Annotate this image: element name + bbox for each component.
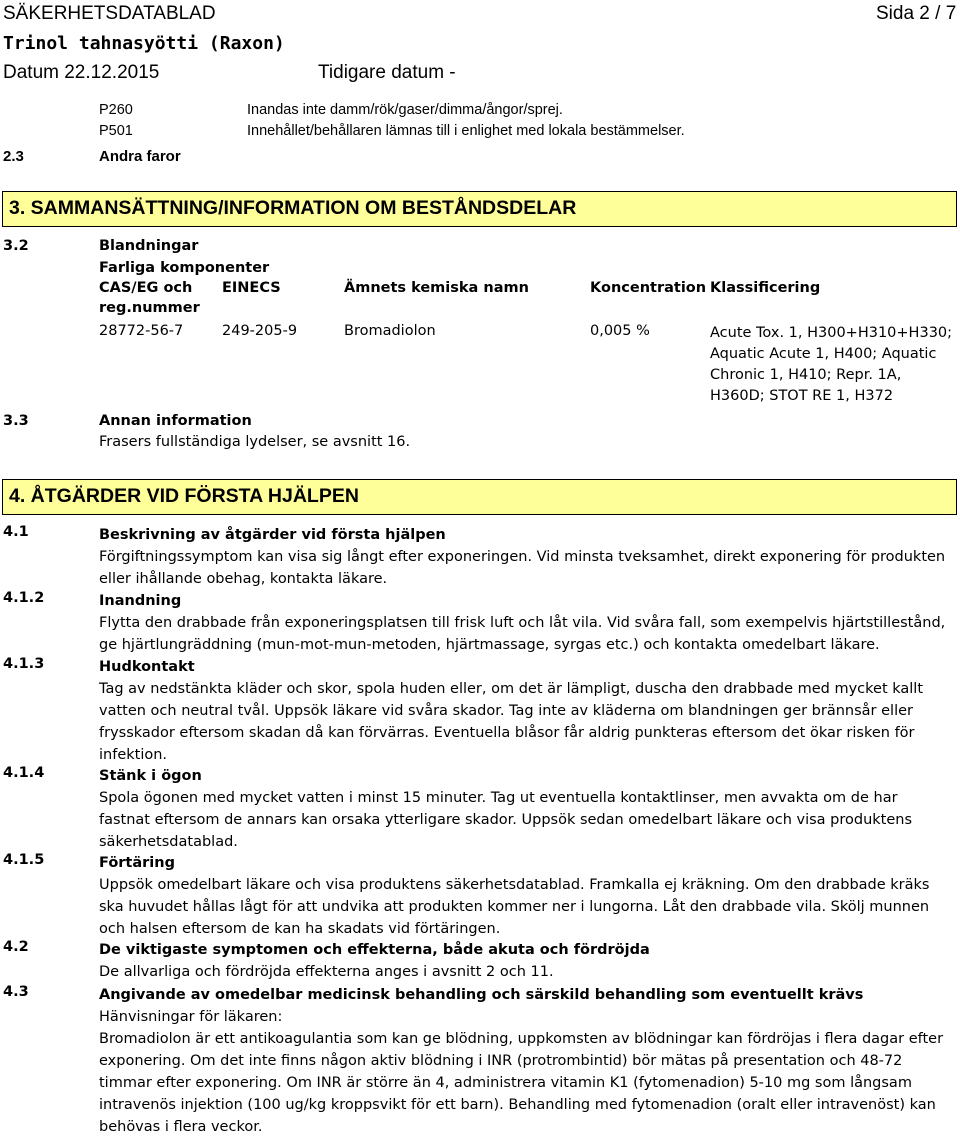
section-title: Hudkontakt (99, 659, 195, 675)
section-4-1-3 (99, 656, 959, 766)
section-title: Blandningar (99, 238, 199, 254)
section-number: 4.1.4 (3, 765, 45, 781)
column-header-cas-2: reg.nummer (99, 300, 200, 316)
section-number: 4.3 (3, 984, 29, 1000)
classification-line: Aquatic Acute 1, H400; Aquatic (710, 346, 937, 362)
precaution-code: P501 (99, 123, 133, 139)
column-header-name: Ämnets kemiska namn (344, 280, 529, 296)
cell-name: Bromadiolon (344, 323, 436, 339)
precaution-text: Inandas inte damm/rök/gaser/dimma/ångor/sprej. (247, 102, 563, 118)
section-title: Inandning (99, 593, 182, 609)
classification-line: Chronic 1, H410; Repr. 1A, (710, 367, 902, 383)
text-line: exponering. Om det inte finns någon aktiv blödning i INR (protrombintid) bör mätas på presentation och 48-72 (99, 1053, 903, 1069)
text-line: Spola ögonen med mycket vatten i minst 15 minuter. Tag ut eventuella kontaktlinser, men avvakta om de har (99, 790, 898, 806)
section-4-1-2 (99, 590, 959, 656)
text-line: behövas i flera veckor. (99, 1119, 263, 1135)
section-number: 4.1.2 (3, 590, 45, 606)
precaution-text: Innehållet/behållaren lämnas till i enlighet med lokala bestämmelser. (247, 123, 685, 139)
section-number: 4.1.5 (3, 852, 45, 868)
section-title: Angivande av omedelbar medicinsk behandling och särskild behandling som eventuellt krävs (99, 987, 864, 1003)
section-4-title: 4. ÅTGÄRDER VID FÖRSTA HJÄLPEN (9, 485, 359, 507)
text-line: Hänvisningar för läkaren: (99, 1009, 283, 1025)
section-title: Annan information (99, 413, 252, 429)
section-number: 4.1.3 (3, 656, 45, 672)
text-line: Förgiftningssymptom kan visa sig långt efter exponeringen. Vid minsta tveksamhet, direkt exponering för produkten (99, 549, 946, 565)
previous-date: Tidigare datum - (318, 62, 456, 83)
text-line: vatten och neutral tvål. Uppsök läkare vid svåra skador. Tag inte av kläderna om blandningen ger brännsår eller (99, 703, 913, 719)
text-line: Bromadiolon är ett antikoagulantia som kan ge blödning, uppkomsten av blödningar kan fördröjas i flera dagar efter (99, 1031, 944, 1047)
text-line: ge hjärtlungräddning (mun-mot-mun-metoden, hjärtmassage, syrgas etc.) och kontakta omedelbart läkare. (99, 637, 880, 653)
column-header-einecs: EINECS (222, 280, 281, 296)
section-title: Andra faror (99, 148, 181, 165)
column-header-cas: CAS/EG och (99, 280, 193, 296)
text-line: De allvarliga och fördröjda effekterna anges i avsnitt 2 och 11. (99, 964, 554, 980)
section-4-header (2, 479, 957, 515)
cell-concentration: 0,005 % (590, 323, 650, 339)
section-number: 3.3 (3, 413, 29, 429)
text-line: Tag av nedstänkta kläder och skor, spola huden eller, om det är lämpligt, duscha den drabbade med mycket kallt (99, 681, 924, 697)
subsection-title: Farliga komponenter (99, 260, 270, 276)
cell-cas: 28772-56-7 (99, 323, 184, 339)
classification-line: Acute Tox. 1, H300+H310+H330; (710, 325, 953, 341)
text-line: och halsen eftersom de kan ha skadats vid förtäringen. (99, 921, 501, 937)
section-title: Förtäring (99, 855, 175, 871)
section-title: Stänk i ögon (99, 768, 202, 784)
section-number: 4.1 (3, 524, 29, 540)
section-text: Frasers fullständiga lydelser, se avsnitt 16. (99, 434, 411, 450)
section-4-1-5 (99, 852, 959, 940)
text-line: fastnat eftersom de annars kan orsaka ytterligare skador. Uppsök sedan omedelbart läkare och visa produktens (99, 812, 913, 828)
precaution-code: P260 (99, 102, 133, 118)
section-number: 4.2 (3, 939, 29, 955)
cell-einecs: 249-205-9 (222, 323, 298, 339)
classification-line: H360D; STOT RE 1, H372 (710, 388, 894, 404)
column-header-concentration: Koncentration (590, 280, 707, 296)
product-name: Trinol tahnasyötti (Raxon) (3, 33, 285, 54)
section-number: 2.3 (3, 148, 24, 165)
column-header-classification: Klassificering (710, 280, 821, 296)
section-4-3 (99, 984, 959, 1138)
section-title: De viktigaste symptomen och effekterna, både akuta och fördröjda (99, 942, 650, 958)
section-3-header (2, 191, 957, 227)
issue-date: Datum 22.12.2015 (3, 62, 160, 83)
text-line: infektion. (99, 747, 168, 763)
section-title: Beskrivning av åtgärder vid första hjälpen (99, 527, 446, 543)
text-line: ska huvudet hållas lågt för att undvika att produkten kommer ner i lungorna. Låt den drabbade vila. Skölj munnen (99, 899, 930, 915)
section-number: 3.2 (3, 238, 29, 254)
text-line: säkerhetsdatablad. (99, 834, 238, 850)
text-line: frysskador eftersom skadan då kan förvärras. Eventuella blåsor får aldrig punkteras eftersom det ökar risken för (99, 725, 915, 741)
text-line: intravenös injektion (100 ug/kg kroppsvikt för ett barn). Behandling med fytomenadion (oralt eller intravenöst) kan (99, 1097, 936, 1113)
text-line: eller ihållande obehag, kontakta läkare. (99, 571, 388, 587)
text-line: Flytta den drabbade från exponeringsplatsen till frisk luft och låt vila. Vid svåra fall, som exempelvis hjärtstillestånd, (99, 615, 946, 631)
document-type: SÄKERHETSDATABLAD (3, 3, 216, 24)
section-3-title: 3. SAMMANSÄTTNING/INFORMATION OM BESTÅNDSDELAR (9, 197, 577, 219)
section-4-2 (99, 939, 959, 983)
text-line: timmar efter exponering. Om INR är större än 4, administrera vitamin K1 (fytomenadion) 5-10 mg som långsam (99, 1075, 912, 1091)
cell-classification (710, 323, 952, 407)
section-4-1-4 (99, 765, 959, 853)
page-number: Sida 2 / 7 (876, 3, 957, 24)
text-line: Uppsök omedelbart läkare och visa produktens säkerhetsdatablad. Framkalla ej kräkning. Om den drabbade kräks (99, 877, 930, 893)
section-4-1 (99, 524, 959, 590)
